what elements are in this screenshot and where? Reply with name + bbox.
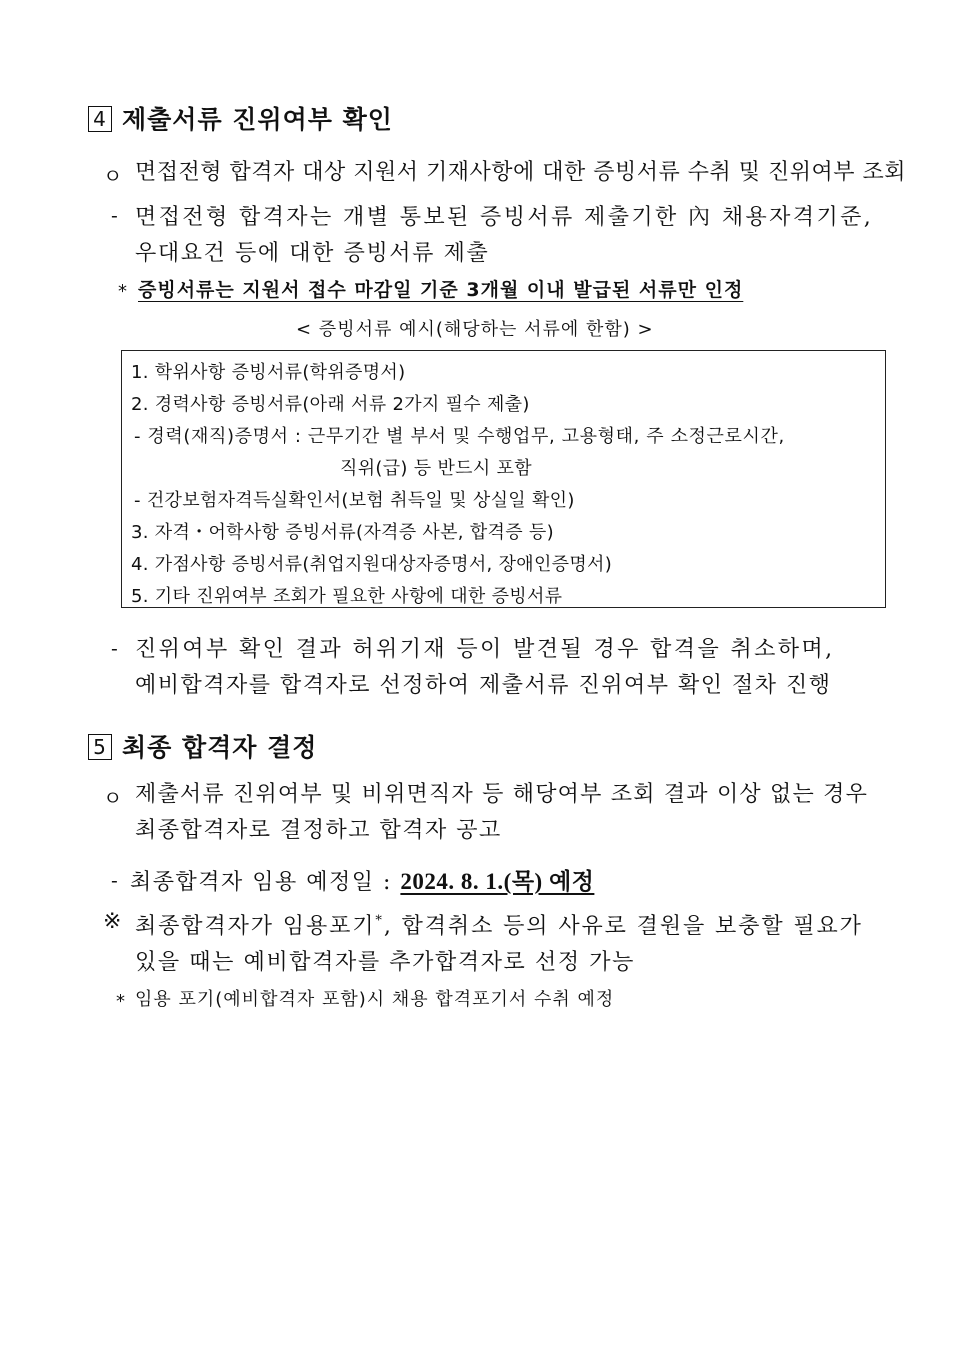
section-5-circle-line1: 제출서류 진위여부 및 비위면직자 등 해당여부 조회 결과 이상 없는 경우: [135, 782, 869, 807]
section-4-heading: [88, 100, 393, 136]
section-5-heading: [88, 728, 317, 764]
note-line1-a: 최종합격자가 임용포기: [135, 914, 376, 939]
section-5-number: 5: [88, 734, 112, 760]
box-item-1: 1. 학위사항 증빙서류(학위증명서): [131, 362, 406, 383]
section-4-star-note: 증빙서류는 지원서 접수 마감일 기준 3개월 이내 발급된 서류만 인정: [138, 279, 744, 301]
box-item-2-sub2: - 건강보험자격득실확인서(보험 취득일 및 상실일 확인): [134, 490, 575, 511]
star-bullet-icon: *: [118, 281, 128, 302]
section-5-circle-line2: 최종합격자로 결정하고 합격자 공고: [135, 818, 502, 843]
box-item-2-sub1-cont: 직위(급) 등 반드시 포함: [340, 458, 532, 479]
section-4-dash1-line2: 우대요건 등에 대한 증빙서류 제출: [135, 241, 490, 266]
example-title: < 증빙서류 예시(해당하는 서류에 한함) >: [296, 319, 654, 340]
section-4-dash1-line1: 면접전형 합격자는 개별 통보된 증빙서류 제출기한 內 채용자격기준,: [135, 205, 874, 230]
section-4-title: 제출서류 진위여부 확인: [122, 105, 393, 134]
box-item-5: 5. 기타 진위여부 조회가 필요한 사항에 대한 증빙서류: [131, 586, 563, 607]
section-5-star-note: 임용 포기(예비합격자 포함)시 채용 합격포기서 수취 예정: [135, 989, 615, 1010]
reference-mark-icon: ※: [103, 909, 122, 934]
note-line1-b: , 합격취소 등의 사유로 결원을 보충할 필요가: [383, 914, 863, 939]
appointment-date: 2024. 8. 1.(목) 예정: [400, 869, 595, 894]
dash-bullet-icon-2: -: [111, 636, 118, 660]
section-4-dash2-line2: 예비합격자를 합격자로 선정하여 제출서류 진위여부 확인 절차 진행: [135, 673, 832, 698]
section-4-dash2-line1: 진위여부 확인 결과 허위기재 등이 발견될 경우 합격을 취소하며,: [135, 637, 835, 662]
dash-bullet-icon: -: [111, 203, 118, 227]
document-example-box: [121, 350, 886, 608]
section-5-title: 최종 합격자 결정: [122, 733, 318, 762]
section-4-number: 4: [88, 106, 112, 132]
box-item-2: 2. 경력사항 증빙서류(아래 서류 2가지 필수 제출): [131, 394, 530, 415]
dash-bullet-icon-3: -: [111, 868, 118, 892]
appointment-date-prefix: 최종합격자 임용 예정일 :: [130, 870, 401, 895]
note-footnote-mark: *: [375, 913, 384, 929]
star-bullet-icon-2: *: [116, 991, 126, 1012]
section-4-circle-text: 면접전형 합격자 대상 지원서 기재사항에 대한 증빙서류 수취 및 진위여부 조회: [135, 160, 906, 185]
box-item-2-sub1: - 경력(재직)증명서 : 근무기간 별 부서 및 수행업무, 고용형태, 주 소정근로시간,: [134, 426, 785, 447]
circle-bullet-icon-2: ㅇ: [103, 786, 123, 810]
circle-bullet-icon: ㅇ: [103, 164, 123, 188]
box-item-3: 3. 자격・어학사항 증빙서류(자격증 사본, 합격증 등): [131, 522, 554, 543]
box-item-4: 4. 가점사항 증빙서류(취업지원대상자증명서, 장애인증명서): [131, 554, 613, 575]
appointment-date-line: [130, 863, 594, 896]
section-5-note-line1: [135, 909, 863, 940]
section-5-note-line2: 있을 때는 예비합격자를 추가합격자로 선정 가능: [135, 950, 636, 975]
